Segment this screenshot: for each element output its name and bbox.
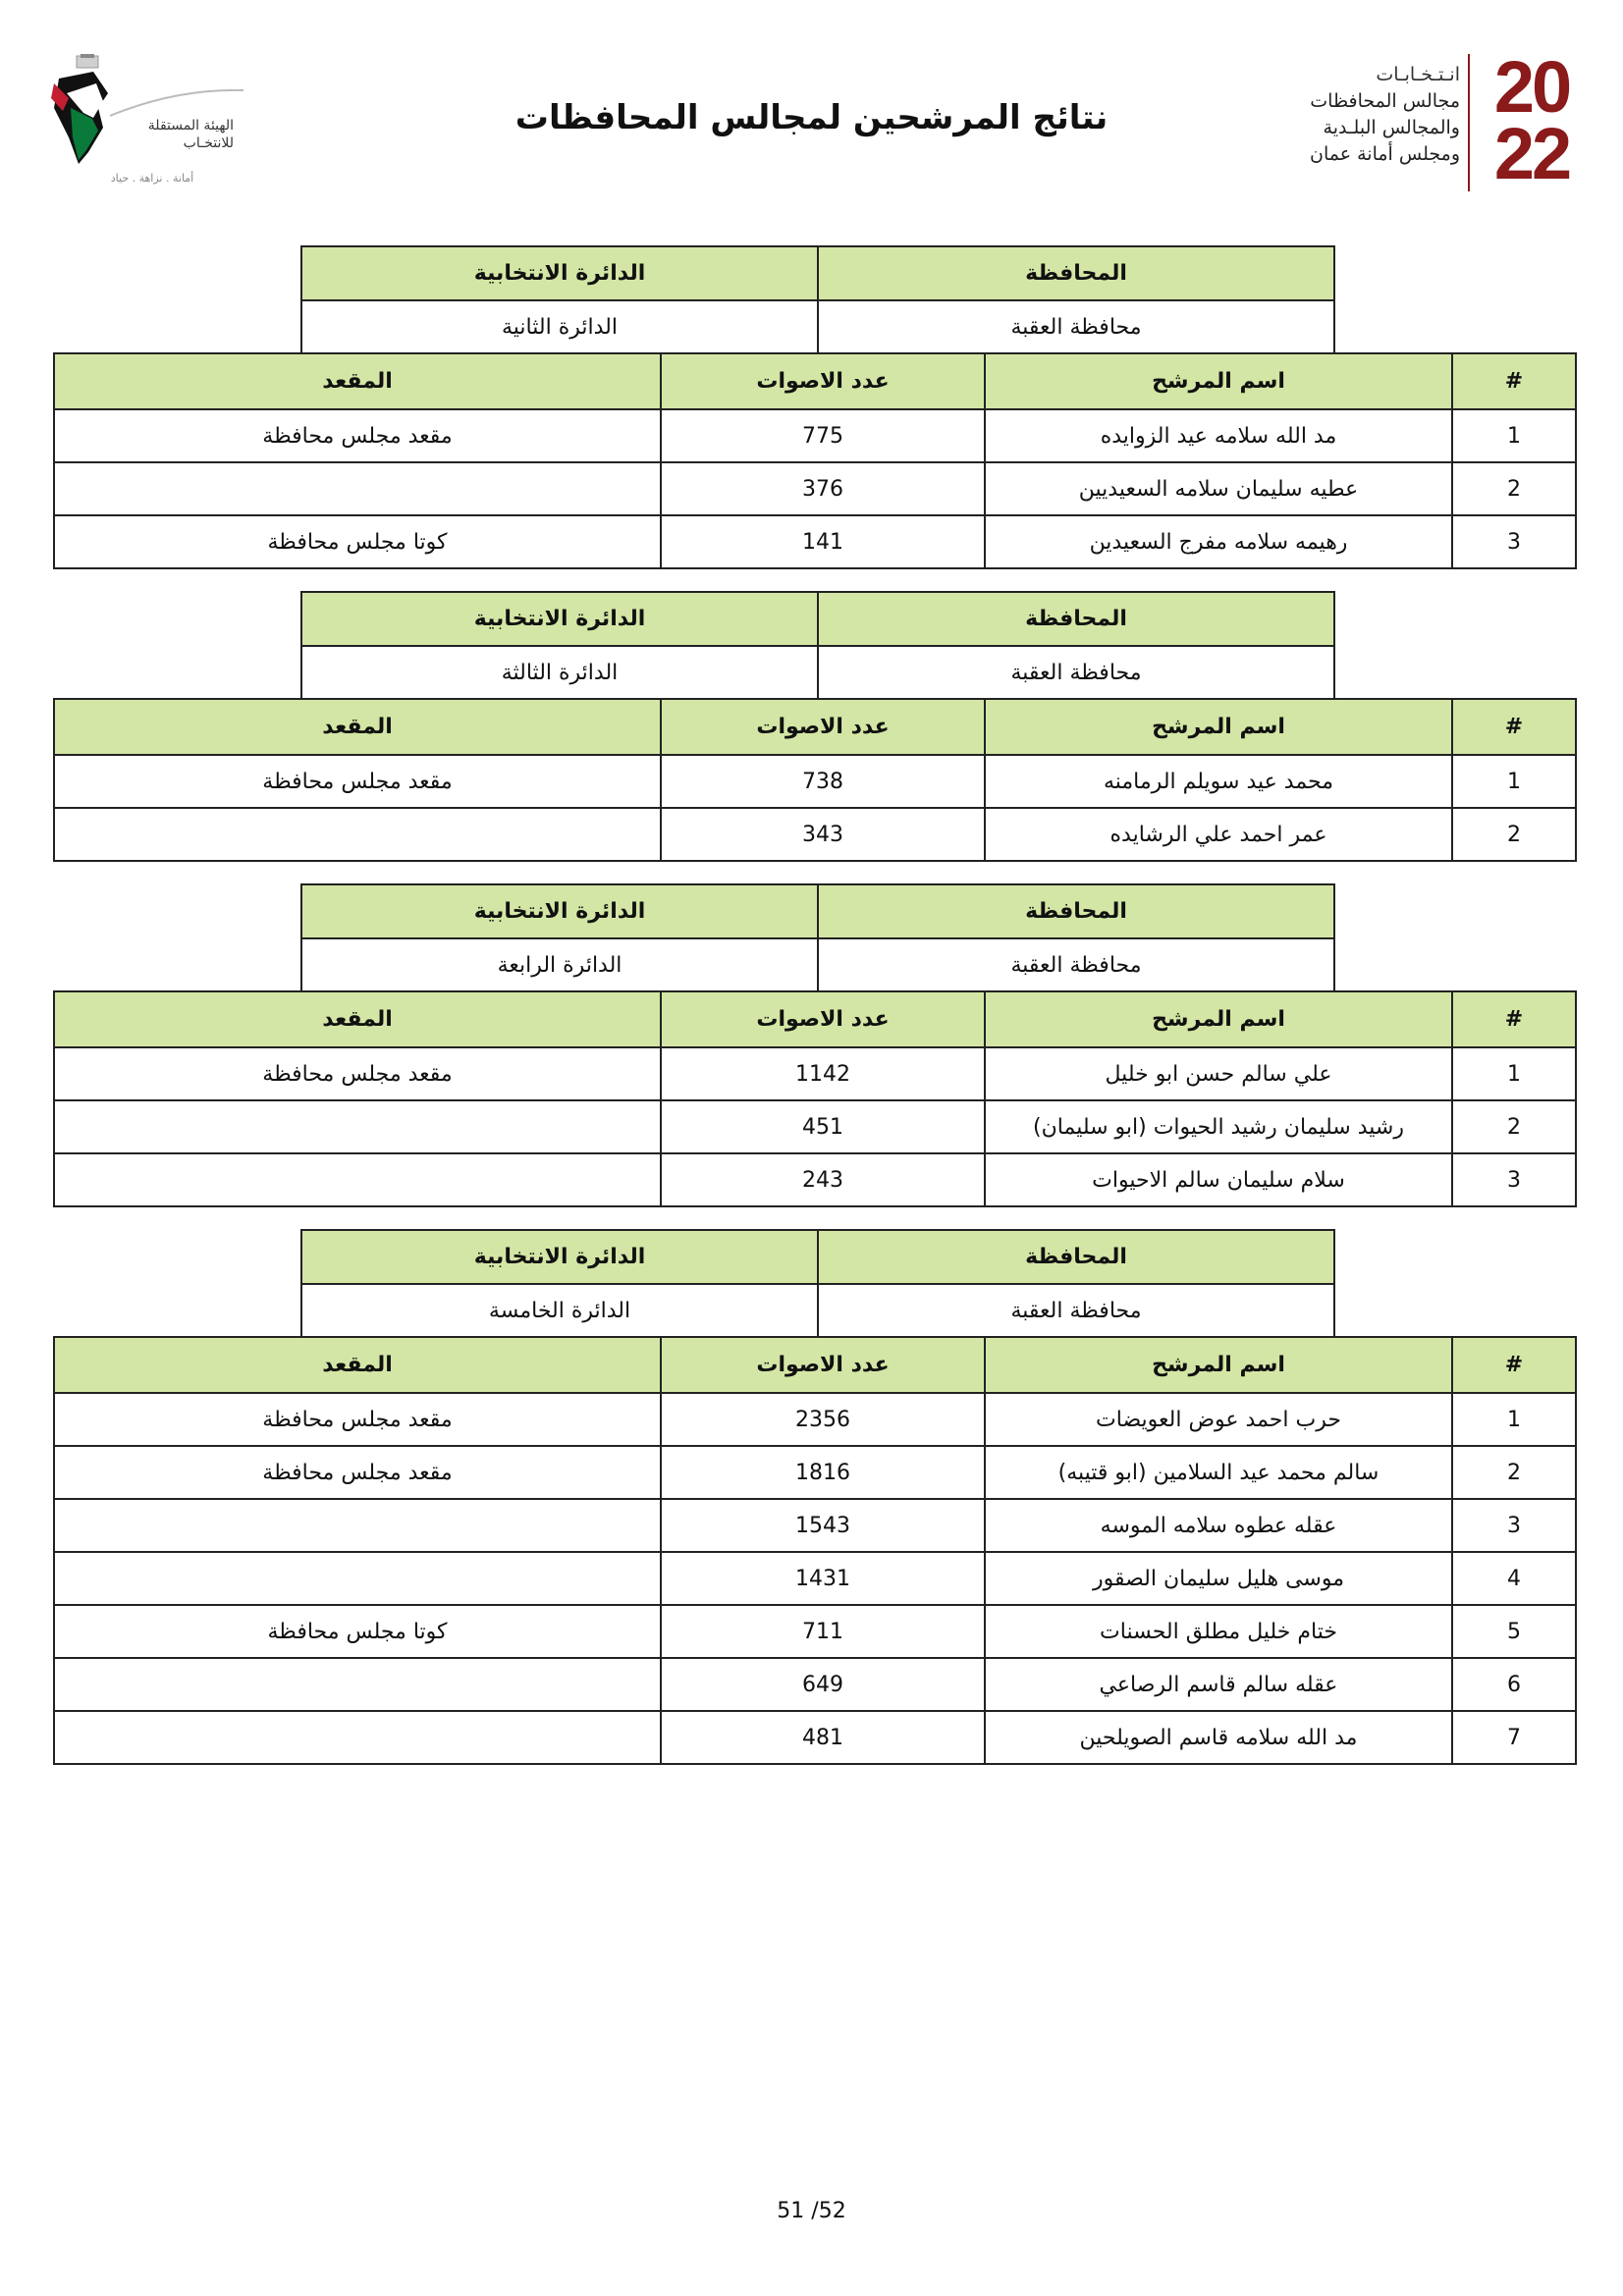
iec-name-line1: الهيئة المستقلة xyxy=(147,118,234,133)
table-row xyxy=(54,515,1576,568)
page-number: 51 /52 xyxy=(777,2199,846,2223)
table-row xyxy=(54,1499,1576,1552)
votes-header: عدد الاصوات xyxy=(661,991,985,1047)
candidate-name-cell: سلام سليمان سالم الاحيوات xyxy=(985,1153,1452,1206)
governorate-header: المحافظة xyxy=(818,246,1334,300)
seat-header: المقعد xyxy=(54,353,661,409)
year-top: 20 xyxy=(1493,46,1570,128)
table-row xyxy=(54,1446,1576,1499)
district-value: الدائرة الخامسة xyxy=(301,1284,818,1338)
gov-value-row xyxy=(301,1284,1334,1338)
governorate-value: محافظة العقبة xyxy=(818,1284,1334,1338)
seat-cell: مقعد مجلس محافظة xyxy=(54,1446,661,1499)
seq-cell: 2 xyxy=(1452,1446,1576,1499)
governorate-district-table xyxy=(300,883,1335,993)
candidate-name-cell: علي سالم حسن ابو خليل xyxy=(985,1047,1452,1100)
candidate-name-cell: عطيه سليمان سلامه السعيديين xyxy=(985,462,1452,515)
votes-cell: 1142 xyxy=(661,1047,985,1100)
seat-cell xyxy=(54,1499,661,1552)
seat-cell xyxy=(54,1552,661,1605)
votes-cell: 376 xyxy=(661,462,985,515)
elections-logo-line4: ومجلس أمانة عمان xyxy=(1310,143,1460,165)
votes-cell: 649 xyxy=(661,1658,985,1711)
swoosh-icon xyxy=(108,88,245,118)
district-value: الدائرة الثانية xyxy=(301,300,818,354)
seat-header: المقعد xyxy=(54,991,661,1047)
seq-header: # xyxy=(1452,353,1576,409)
iec-tagline: أمانة . نزاهة . حياد xyxy=(110,172,194,185)
seat-cell: مقعد مجلس محافظة xyxy=(54,755,661,808)
seq-cell: 3 xyxy=(1452,515,1576,568)
gov-header-row xyxy=(301,1230,1334,1284)
votes-header: عدد الاصوات xyxy=(661,1337,985,1393)
governorate-district-table xyxy=(300,591,1335,701)
candidate-name-cell: محمد عيد سويلم الرمامنه xyxy=(985,755,1452,808)
seq-cell: 4 xyxy=(1452,1552,1576,1605)
seat-header: المقعد xyxy=(54,1337,661,1393)
seq-cell: 1 xyxy=(1452,409,1576,462)
seq-cell: 3 xyxy=(1452,1153,1576,1206)
seq-header: # xyxy=(1452,1337,1576,1393)
votes-cell: 775 xyxy=(661,409,985,462)
votes-cell: 481 xyxy=(661,1711,985,1764)
votes-cell: 1543 xyxy=(661,1499,985,1552)
candidate-name-cell: رهيمه سلامه مفرج السعيدين xyxy=(985,515,1452,568)
candidate-header: اسم المرشح xyxy=(985,353,1452,409)
candidates-header-row xyxy=(54,353,1576,409)
district-header: الدائرة الانتخابية xyxy=(301,884,818,938)
gov-header-row xyxy=(301,592,1334,646)
candidate-name-cell: موسى هليل سليمان الصقور xyxy=(985,1552,1452,1605)
gov-value-row xyxy=(301,300,1334,354)
seat-cell xyxy=(54,462,661,515)
table-row xyxy=(54,409,1576,462)
seat-cell xyxy=(54,1100,661,1153)
votes-cell: 243 xyxy=(661,1153,985,1206)
seat-cell xyxy=(54,1153,661,1206)
page-title: نتائج المرشحين لمجالس المحافظات xyxy=(514,98,1109,137)
seq-cell: 1 xyxy=(1452,1393,1576,1446)
seq-cell: 2 xyxy=(1452,808,1576,861)
seq-cell: 2 xyxy=(1452,1100,1576,1153)
votes-cell: 1816 xyxy=(661,1446,985,1499)
table-row xyxy=(54,808,1576,861)
votes-cell: 2356 xyxy=(661,1393,985,1446)
iec-name xyxy=(116,117,234,152)
candidate-name-cell: حرب احمد عوض العويضات xyxy=(985,1393,1452,1446)
seat-cell: كوتا مجلس محافظة xyxy=(54,515,661,568)
gov-header-row xyxy=(301,884,1334,938)
candidate-header: اسم المرشح xyxy=(985,1337,1452,1393)
candidates-table xyxy=(53,698,1577,862)
votes-header: عدد الاصوات xyxy=(661,353,985,409)
votes-cell: 738 xyxy=(661,755,985,808)
seat-cell xyxy=(54,808,661,861)
seq-cell: 1 xyxy=(1452,1047,1576,1100)
governorate-header: المحافظة xyxy=(818,592,1334,646)
candidate-name-cell: عقله سالم قاسم الرصاعي xyxy=(985,1658,1452,1711)
candidates-table xyxy=(53,990,1577,1207)
votes-header: عدد الاصوات xyxy=(661,699,985,755)
table-row xyxy=(54,1552,1576,1605)
seq-cell: 2 xyxy=(1452,462,1576,515)
candidate-name-cell: ختام خليل مطلق الحسنات xyxy=(985,1605,1452,1658)
votes-cell: 343 xyxy=(661,808,985,861)
governorate-value: محافظة العقبة xyxy=(818,646,1334,700)
votes-cell: 451 xyxy=(661,1100,985,1153)
iec-name-line2: للانتخـاب xyxy=(183,135,234,151)
seq-header: # xyxy=(1452,991,1576,1047)
seq-cell: 5 xyxy=(1452,1605,1576,1658)
elections-logo-line2: مجالس المحافظات xyxy=(1310,90,1460,112)
governorate-header: المحافظة xyxy=(818,1230,1334,1284)
candidates-table xyxy=(53,1336,1577,1765)
seat-cell xyxy=(54,1711,661,1764)
seq-cell: 3 xyxy=(1452,1499,1576,1552)
table-row xyxy=(54,1153,1576,1206)
elections-logo-line3: والمجالس البلـدية xyxy=(1323,117,1460,138)
elections-logo-line1: انـتـخـابـات xyxy=(1376,64,1460,85)
table-row xyxy=(54,1605,1576,1658)
candidates-header-row xyxy=(54,699,1576,755)
candidate-name-cell: مد الله سلامه قاسم الصويلحين xyxy=(985,1711,1452,1764)
seq-cell: 1 xyxy=(1452,755,1576,808)
district-header: الدائرة الانتخابية xyxy=(301,246,818,300)
candidate-name-cell: سالم محمد عيد السلامين (ابو قتيبه) xyxy=(985,1446,1452,1499)
candidate-name-cell: مد الله سلامه عيد الزوايده xyxy=(985,409,1452,462)
gov-value-row xyxy=(301,646,1334,700)
seq-cell: 6 xyxy=(1452,1658,1576,1711)
seat-header: المقعد xyxy=(54,699,661,755)
district-value: الدائرة الثالثة xyxy=(301,646,818,700)
gov-value-row xyxy=(301,938,1334,992)
seat-cell: مقعد مجلس محافظة xyxy=(54,1393,661,1446)
candidates-table xyxy=(53,352,1577,569)
votes-cell: 141 xyxy=(661,515,985,568)
year-bottom: 22 xyxy=(1493,113,1570,194)
candidate-name-cell: رشيد سليمان رشيد الحيوات (ابو سليمان) xyxy=(985,1100,1452,1153)
votes-cell: 1431 xyxy=(661,1552,985,1605)
governorate-header: المحافظة xyxy=(818,884,1334,938)
governorate-value: محافظة العقبة xyxy=(818,300,1334,354)
seq-cell: 7 xyxy=(1452,1711,1576,1764)
governorate-value: محافظة العقبة xyxy=(818,938,1334,992)
governorate-district-table xyxy=(300,245,1335,355)
iec-logo xyxy=(49,54,245,196)
candidates-header-row xyxy=(54,991,1576,1047)
district-header: الدائرة الانتخابية xyxy=(301,592,818,646)
seat-cell: مقعد مجلس محافظة xyxy=(54,1047,661,1100)
candidate-name-cell: عمر احمد علي الرشايده xyxy=(985,808,1452,861)
district-header: الدائرة الانتخابية xyxy=(301,1230,818,1284)
table-row xyxy=(54,1047,1576,1100)
table-row xyxy=(54,1711,1576,1764)
seat-cell: كوتا مجلس محافظة xyxy=(54,1605,661,1658)
table-row xyxy=(54,1100,1576,1153)
district-value: الدائرة الرابعة xyxy=(301,938,818,992)
candidates-header-row xyxy=(54,1337,1576,1393)
votes-cell: 711 xyxy=(661,1605,985,1658)
seq-header: # xyxy=(1452,699,1576,755)
governorate-district-table xyxy=(300,1229,1335,1339)
table-row xyxy=(54,1393,1576,1446)
candidate-name-cell: عقله عطوه سلامه الموسه xyxy=(985,1499,1452,1552)
table-row xyxy=(54,755,1576,808)
candidate-header: اسم المرشح xyxy=(985,991,1452,1047)
table-row xyxy=(54,462,1576,515)
seat-cell xyxy=(54,1658,661,1711)
candidate-header: اسم المرشح xyxy=(985,699,1452,755)
table-row xyxy=(54,1658,1576,1711)
gov-header-row xyxy=(301,246,1334,300)
seat-cell: مقعد مجلس محافظة xyxy=(54,409,661,462)
